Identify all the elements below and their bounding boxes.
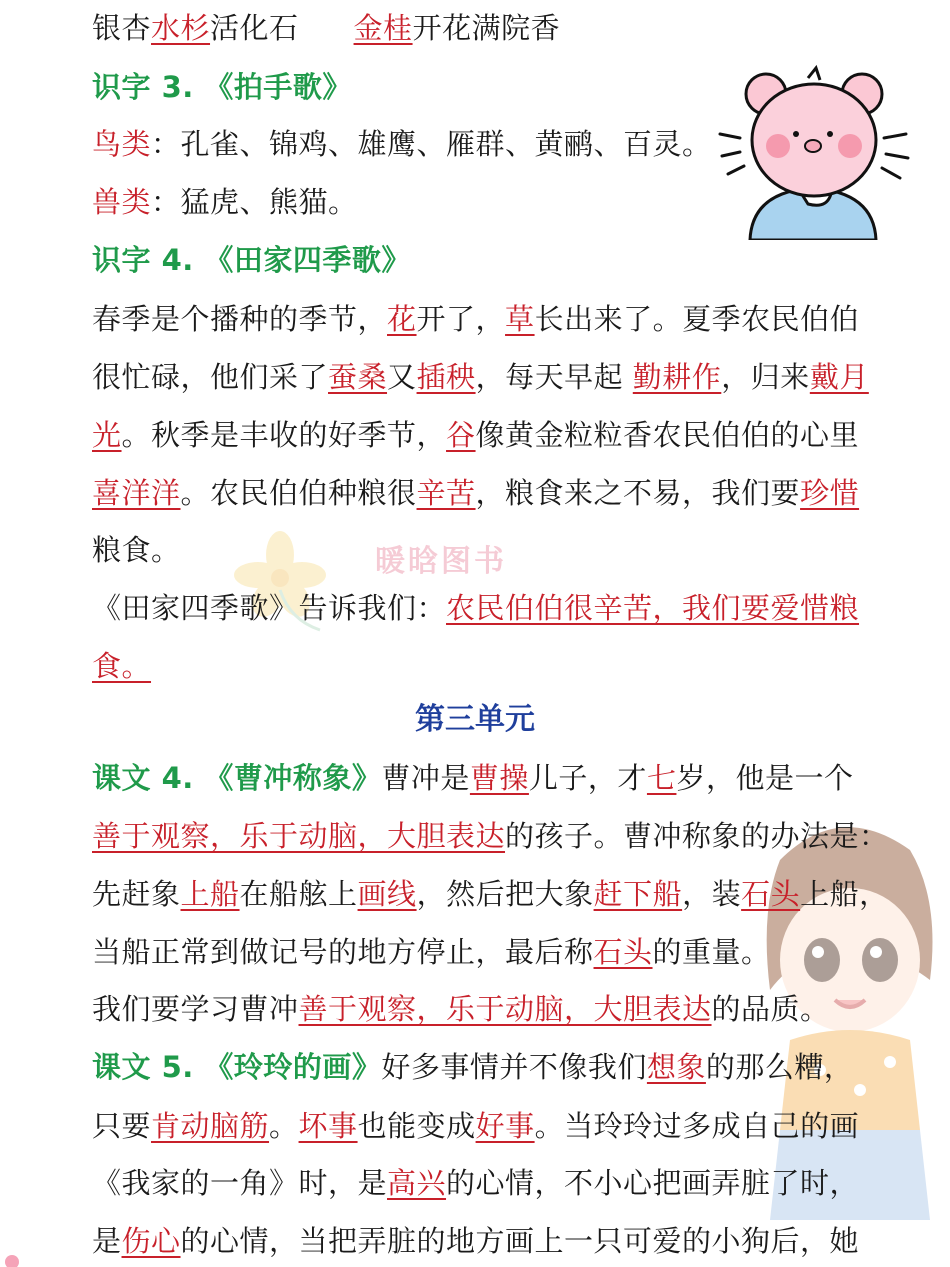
text-line — [92, 588, 870, 628]
text-segment: 我们要学习曹冲 — [92, 992, 299, 1026]
text-segment: 是 — [92, 1224, 122, 1258]
text-line — [92, 932, 870, 972]
text-line — [92, 182, 870, 222]
text-segment: 《田家四季歌》告诉我们： — [92, 591, 447, 625]
text-segment: 先赶象 — [92, 877, 181, 911]
text-segment: ：孔雀、锦鸡、雄鹰、雁群、黄鹂、百灵。 — [151, 127, 712, 161]
text-line — [92, 1047, 870, 1087]
category-label: 鸟类 — [92, 127, 152, 161]
text-segment: 很忙碌，他们采了 — [92, 360, 329, 394]
underlined-keyword: 坏事 — [298, 1109, 358, 1143]
underlined-keyword: 画线 — [357, 877, 417, 911]
text-segment: 。 — [269, 1109, 299, 1143]
underlined-keyword: 金桂 — [353, 11, 413, 45]
text-segment: ：猛虎、熊猫。 — [151, 185, 358, 219]
text-segment: 也能变成 — [357, 1109, 476, 1143]
text-segment: 开了， — [416, 302, 506, 336]
underlined-keyword: 肯动脑筋 — [151, 1109, 270, 1143]
text-segment: 的心情，当把弄脏的地方画上一只可爱的小狗后，她 — [180, 1224, 860, 1258]
text-line — [92, 874, 889, 914]
underlined-keyword: 食。 — [92, 649, 152, 683]
text-line — [92, 67, 870, 107]
underlined-keyword: 曹操 — [469, 761, 529, 795]
text-segment: 好多事情并不像我们 — [381, 1050, 647, 1084]
underlined-keyword: 石头 — [593, 935, 653, 969]
text-segment: 粮食。 — [92, 533, 181, 567]
underlined-keyword: 善于观察，乐于动脑，大胆表达 — [298, 992, 712, 1026]
underlined-keyword: 好事 — [475, 1109, 535, 1143]
text-segment: 在船舷上 — [239, 877, 358, 911]
text-segment: 开花满院香 — [412, 11, 561, 45]
lesson-title: 课文 5. 《玲玲的画》 — [92, 1050, 382, 1084]
text-line — [92, 530, 870, 570]
underlined-keyword: 戴月 — [809, 360, 869, 394]
underlined-keyword: 谷 — [446, 418, 476, 452]
text-segment: 银杏 — [92, 11, 152, 45]
underlined-keyword: 善于观察，乐于动脑，大胆表达 — [92, 819, 506, 853]
underlined-keyword: 石头 — [741, 877, 801, 911]
text-line — [92, 1221, 870, 1261]
underlined-keyword: 高兴 — [387, 1166, 447, 1200]
text-segment: 的心情，不小心把画弄脏了时， — [446, 1166, 860, 1200]
underlined-keyword: 花 — [387, 302, 417, 336]
text-segment: 曹冲是 — [381, 761, 470, 795]
text-line — [92, 646, 870, 686]
underlined-keyword: 珍惜 — [800, 476, 860, 510]
text-segment: 长出来了。夏季农民伯伯 — [534, 302, 860, 336]
text-segment: 当船正常到做记号的地方停止，最后称 — [92, 935, 594, 969]
text-segment: 《我家的一角》时，是 — [92, 1166, 388, 1200]
text-line — [92, 473, 870, 513]
text-segment: 的孩子。曹冲称象的办法是： — [505, 819, 889, 853]
text-segment: ，装 — [682, 877, 742, 911]
text-line — [92, 1163, 870, 1203]
text-segment: ，粮食来之不易，我们要 — [475, 476, 801, 510]
text-line — [92, 1106, 870, 1146]
text-segment: 春季是个播种的季节， — [92, 302, 388, 336]
text-line — [92, 816, 889, 856]
text-segment: ，归来 — [721, 360, 810, 394]
underlined-keyword: 农民伯伯很辛苦，我们要爱惜粮 — [446, 591, 860, 625]
underlined-keyword: 插秧 — [416, 360, 476, 394]
text-line — [92, 989, 870, 1029]
text-line — [92, 299, 870, 339]
text-line — [92, 758, 870, 798]
flower-icon — [0, 1252, 30, 1267]
underlined-keyword: 辛苦 — [416, 476, 476, 510]
text-line — [92, 8, 870, 48]
text-segment: 岁，他是一个 — [676, 761, 854, 795]
lesson-title: 识字 4. 《田家四季歌》 — [92, 243, 411, 277]
watermark-text: 暖晗图书 — [375, 544, 507, 579]
unit-heading: 第三单元 — [415, 702, 535, 737]
underlined-keyword: 伤心 — [121, 1224, 181, 1258]
underlined-keyword: 光 — [92, 418, 122, 452]
text-segment: 的那么糟， — [705, 1050, 854, 1084]
text-line — [92, 124, 870, 164]
text-segment: 的重量。 — [652, 935, 771, 969]
category-label: 兽类 — [92, 185, 152, 219]
text-segment: 又 — [387, 360, 417, 394]
underlined-keyword: 蚕桑 — [328, 360, 388, 394]
text-segment: ，每天早起 — [475, 360, 633, 394]
text-segment: 只要 — [92, 1109, 152, 1143]
text-segment: 上船， — [800, 877, 889, 911]
text-line — [92, 415, 870, 455]
underlined-keyword: 赶下船 — [593, 877, 683, 911]
text-line — [92, 240, 870, 280]
text-line — [92, 357, 870, 397]
text-segment: 像黄金粒粒香农民伯伯的心里 — [475, 418, 860, 452]
text-segment: 活化石 — [210, 11, 299, 45]
underlined-keyword: 想象 — [646, 1050, 706, 1084]
underlined-keyword: 水杉 — [151, 11, 211, 45]
text-segment: 。农民伯伯种粮很 — [180, 476, 417, 510]
underlined-keyword: 上船 — [180, 877, 240, 911]
underlined-keyword: 喜洋洋 — [92, 476, 181, 510]
underlined-keyword: 草 — [505, 302, 535, 336]
underlined-keyword: 七 — [646, 761, 677, 795]
lesson-title: 识字 3. 《拍手歌》 — [92, 70, 352, 104]
text-segment: ，然后把大象 — [416, 877, 594, 911]
text-segment: 儿子，才 — [528, 761, 647, 795]
text-segment: 的品质。 — [711, 992, 830, 1026]
text-segment: 。秋季是丰收的好季节， — [121, 418, 447, 452]
underlined-keyword: 勤耕作 — [632, 360, 722, 394]
lesson-title: 课文 4. 《曹冲称象》 — [92, 761, 382, 795]
text-segment: 。当玲玲过多成自己的画 — [534, 1109, 860, 1143]
